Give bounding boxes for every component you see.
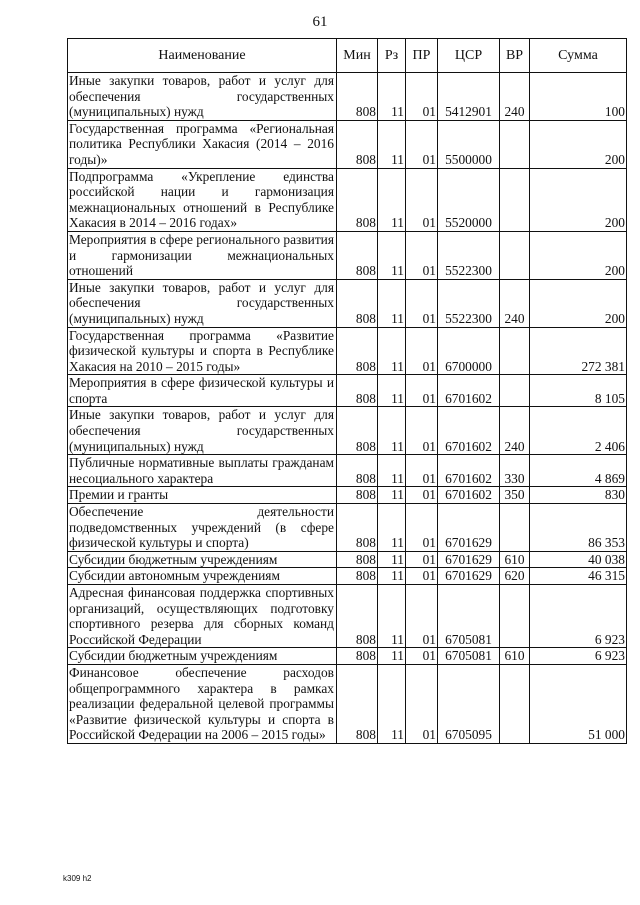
cell-pr: 01	[406, 585, 438, 648]
cell-min: 808	[337, 504, 378, 552]
cell-min: 808	[337, 648, 378, 665]
cell-rz: 11	[378, 168, 406, 231]
cell-vr: 620	[500, 568, 530, 585]
cell-vr	[500, 168, 530, 231]
header-vr: ВР	[500, 39, 530, 73]
cell-rz: 11	[378, 487, 406, 504]
cell-min: 808	[337, 120, 378, 168]
cell-vr	[500, 585, 530, 648]
cell-min: 808	[337, 407, 378, 455]
cell-min: 808	[337, 168, 378, 231]
cell-pr: 01	[406, 231, 438, 279]
cell-csr: 5500000	[438, 120, 500, 168]
header-name: Наименование	[68, 39, 337, 73]
cell-pr: 01	[406, 73, 438, 121]
cell-vr: 610	[500, 551, 530, 568]
cell-sum: 51 000	[530, 664, 627, 743]
cell-sum: 8 105	[530, 375, 627, 407]
table-row	[68, 327, 627, 375]
cell-min: 808	[337, 585, 378, 648]
cell-sum: 200	[530, 231, 627, 279]
cell-name: Адресная финансовая поддержка спортивных организаций, осуществляющих подготовку спортивного резерва для сборных команд Российской Федерации	[68, 585, 337, 648]
table-row	[68, 585, 627, 648]
table-row	[68, 487, 627, 504]
cell-csr: 6705095	[438, 664, 500, 743]
cell-rz: 11	[378, 648, 406, 665]
cell-name: Государственная программа «Региональная политика Республики Хакасия (2014 – 2016 годы)»	[68, 120, 337, 168]
cell-vr	[500, 231, 530, 279]
cell-sum: 830	[530, 487, 627, 504]
cell-min: 808	[337, 279, 378, 327]
cell-pr: 01	[406, 568, 438, 585]
cell-rz: 11	[378, 327, 406, 375]
cell-min: 808	[337, 455, 378, 487]
cell-vr	[500, 327, 530, 375]
cell-vr	[500, 120, 530, 168]
cell-vr: 240	[500, 73, 530, 121]
cell-csr: 6701629	[438, 551, 500, 568]
cell-csr: 6701629	[438, 504, 500, 552]
table-row	[68, 73, 627, 121]
table-row	[68, 504, 627, 552]
cell-min: 808	[337, 327, 378, 375]
cell-sum: 4 869	[530, 455, 627, 487]
budget-table	[67, 38, 627, 744]
cell-sum: 6 923	[530, 585, 627, 648]
cell-sum: 2 406	[530, 407, 627, 455]
cell-vr	[500, 664, 530, 743]
table-row	[68, 279, 627, 327]
cell-rz: 11	[378, 120, 406, 168]
cell-min: 808	[337, 487, 378, 504]
cell-name: Подпрограмма «Укрепление единства российской нации и гармонизация межнациональных отношений в Республике Хакасия в 2014 – 2016 годах»	[68, 168, 337, 231]
cell-csr: 6701629	[438, 568, 500, 585]
cell-sum: 200	[530, 120, 627, 168]
cell-name: Субсидии бюджетным учреждениям	[68, 648, 337, 665]
cell-csr: 6705081	[438, 648, 500, 665]
cell-csr: 6701602	[438, 487, 500, 504]
page-number: 61	[312, 14, 328, 30]
table-row	[68, 231, 627, 279]
cell-sum: 200	[530, 279, 627, 327]
cell-name: Государственная программа «Развитие физической культуры и спорта в Республике Хакасия на 2010 – 2015 годы»	[68, 327, 337, 375]
cell-sum: 40 038	[530, 551, 627, 568]
cell-min: 808	[337, 375, 378, 407]
cell-sum: 100	[530, 73, 627, 121]
cell-name: Публичные нормативные выплаты гражданам несоциального характера	[68, 455, 337, 487]
cell-min: 808	[337, 664, 378, 743]
header-rz: Рз	[378, 39, 406, 73]
cell-rz: 11	[378, 407, 406, 455]
cell-pr: 01	[406, 551, 438, 568]
cell-min: 808	[337, 73, 378, 121]
cell-vr: 610	[500, 648, 530, 665]
cell-rz: 11	[378, 568, 406, 585]
cell-sum: 200	[530, 168, 627, 231]
cell-sum: 46 315	[530, 568, 627, 585]
cell-csr: 5522300	[438, 279, 500, 327]
cell-pr: 01	[406, 648, 438, 665]
cell-name: Иные закупки товаров, работ и услуг для обеспечения государственных (муниципальных) нужд	[68, 407, 337, 455]
cell-pr: 01	[406, 407, 438, 455]
footer-code: k309 h2	[63, 874, 92, 883]
header-csr: ЦСР	[438, 39, 500, 73]
cell-name: Мероприятия в сфере физической культуры и спорта	[68, 375, 337, 407]
cell-rz: 11	[378, 664, 406, 743]
cell-pr: 01	[406, 279, 438, 327]
cell-csr: 5522300	[438, 231, 500, 279]
cell-csr: 6700000	[438, 327, 500, 375]
table-row	[68, 551, 627, 568]
cell-vr	[500, 375, 530, 407]
table-row	[68, 455, 627, 487]
table-row	[68, 375, 627, 407]
cell-name: Премии и гранты	[68, 487, 337, 504]
cell-rz: 11	[378, 455, 406, 487]
cell-pr: 01	[406, 375, 438, 407]
cell-csr: 6701602	[438, 375, 500, 407]
cell-rz: 11	[378, 375, 406, 407]
cell-rz: 11	[378, 231, 406, 279]
table-row	[68, 120, 627, 168]
cell-csr: 5520000	[438, 168, 500, 231]
cell-rz: 11	[378, 73, 406, 121]
cell-name: Обеспечение деятельности подведомственных учреждений (в сфере физической культуры и спорта)	[68, 504, 337, 552]
cell-csr: 5412901	[438, 73, 500, 121]
table-row	[68, 168, 627, 231]
cell-sum: 6 923	[530, 648, 627, 665]
cell-rz: 11	[378, 551, 406, 568]
cell-sum: 272 381	[530, 327, 627, 375]
table-row	[68, 407, 627, 455]
cell-vr: 330	[500, 455, 530, 487]
cell-vr: 240	[500, 407, 530, 455]
table-body	[68, 73, 627, 744]
cell-min: 808	[337, 231, 378, 279]
table-row	[68, 648, 627, 665]
cell-vr	[500, 504, 530, 552]
header-sum: Сумма	[530, 39, 627, 73]
cell-pr: 01	[406, 327, 438, 375]
header-row	[68, 39, 627, 73]
cell-name: Иные закупки товаров, работ и услуг для обеспечения государственных (муниципальных) нужд	[68, 73, 337, 121]
cell-pr: 01	[406, 168, 438, 231]
cell-rz: 11	[378, 279, 406, 327]
cell-pr: 01	[406, 504, 438, 552]
cell-name: Мероприятия в сфере регионального развития и гармонизации межнациональных отношений	[68, 231, 337, 279]
cell-pr: 01	[406, 120, 438, 168]
table-row	[68, 664, 627, 743]
cell-rz: 11	[378, 585, 406, 648]
cell-min: 808	[337, 551, 378, 568]
cell-min: 808	[337, 568, 378, 585]
cell-pr: 01	[406, 487, 438, 504]
cell-rz: 11	[378, 504, 406, 552]
header-pr: ПР	[406, 39, 438, 73]
table-row	[68, 568, 627, 585]
cell-csr: 6701602	[438, 407, 500, 455]
cell-csr: 6701602	[438, 455, 500, 487]
cell-name: Субсидии бюджетным учреждениям	[68, 551, 337, 568]
cell-vr: 240	[500, 279, 530, 327]
cell-pr: 01	[406, 455, 438, 487]
cell-csr: 6705081	[438, 585, 500, 648]
cell-vr: 350	[500, 487, 530, 504]
cell-name: Финансовое обеспечение расходов общепрограммного характера в рамках реализации федеральной целевой программы «Развитие физической культуры и спорта в Российской Федерации на 2006 – 2015 годы»	[68, 664, 337, 743]
cell-name: Иные закупки товаров, работ и услуг для обеспечения государственных (муниципальных) нужд	[68, 279, 337, 327]
cell-sum: 86 353	[530, 504, 627, 552]
cell-pr: 01	[406, 664, 438, 743]
cell-name: Субсидии автономным учреждениям	[68, 568, 337, 585]
header-min: Мин	[337, 39, 378, 73]
